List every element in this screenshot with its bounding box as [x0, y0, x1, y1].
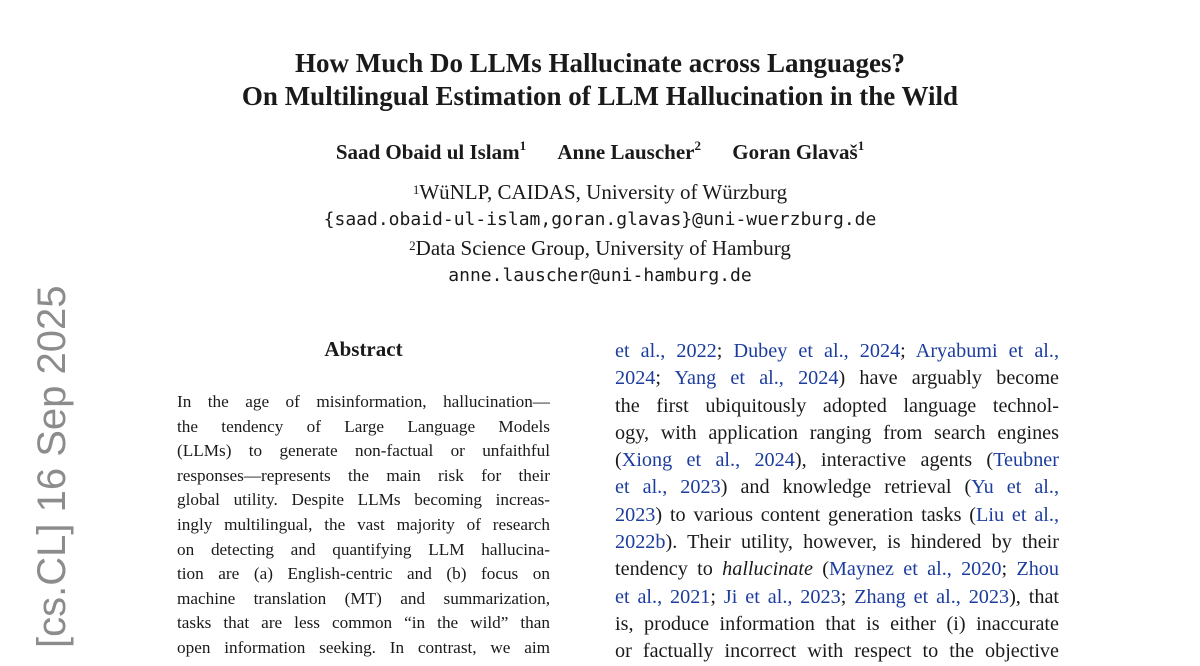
- abstract-line: tion are (a) English-centric and (b) focus on: [177, 564, 550, 584]
- citation-link[interactable]: et al., 2021: [615, 585, 711, 608]
- intro-line: the first ubiquitously adopted language technol-: [615, 394, 1059, 417]
- citation-link[interactable]: Xiong et al., 2024: [621, 449, 795, 472]
- intro-line: 2022b). Their utility, however, is hindered by their: [615, 531, 1059, 554]
- citation-link[interactable]: Maynez et al., 2020: [828, 558, 1002, 581]
- affiliation-2-email[interactable]: anne.lauscher@uni-hamburg.de: [448, 265, 752, 286]
- intro-line: et al., 2022; Dubey et al., 2024; Aryabumi et al.,: [615, 340, 1059, 362]
- intro-line: 2024; Yang et al., 2024) have arguably become: [615, 367, 1059, 390]
- abstract-line: In the age of misinformation, hallucination—: [177, 392, 550, 411]
- intro-line: or factually incorrect with respect to the objective: [615, 640, 1059, 663]
- citation-link[interactable]: et al., 2022: [615, 340, 717, 362]
- paper-title: [150, 47, 1050, 113]
- citation-link[interactable]: Yang et al., 2024: [674, 367, 839, 390]
- affiliation-2: $^2$Data Science Group, University of Hamburg: [409, 236, 791, 260]
- intro-text-column: [615, 338, 1059, 666]
- abstract-body: [177, 390, 550, 661]
- affiliations: [150, 178, 1050, 290]
- intro-line: et al., 2023) and knowledge retrieval (Yu et al.,: [615, 476, 1059, 499]
- abstract-line: tasks that are less common “in the wild” than: [177, 613, 550, 633]
- author-1: Saad Obaid ul Islam$^1$: [335, 138, 527, 164]
- intro-line: 2023) to various content generation tasks (Liu et al.,: [615, 503, 1059, 526]
- author-list: [150, 140, 1050, 165]
- intro-line: is, produce information that is either (i) inaccurate: [615, 612, 1059, 635]
- abstract-heading: Abstract: [324, 337, 403, 361]
- citation-link[interactable]: Zhang et al., 2023: [854, 585, 1010, 608]
- intro-line: et al., 2021; Ji et al., 2023; Zhang et al., 2023), that: [615, 585, 1059, 608]
- intro-line: (Xiong et al., 2024), interactive agents (Teubner: [615, 449, 1059, 472]
- intro-line: tendency to hallucinate (Maynez et al., 2020; Zhou: [615, 558, 1059, 581]
- abstract-line: open information seeking. In contrast, we aim: [177, 637, 550, 657]
- affiliation-1-email[interactable]: {saad.obaid-ul-islam,goran.glavas}@uni-wuerzburg.de: [323, 209, 877, 230]
- citation-link[interactable]: Zhou: [1016, 558, 1059, 581]
- abstract-line: (LLMs) to generate non-factual or unfaithful: [177, 441, 550, 461]
- citation-link[interactable]: Ji et al., 2023: [723, 585, 841, 608]
- title-line-2: On Multilingual Estimation of LLM Hallucination in the Wild: [241, 81, 959, 111]
- abstract-line: global utility. Despite LLMs becoming increas-: [177, 490, 550, 510]
- abstract-line: on detecting and quantifying LLM hallucina-: [177, 539, 550, 559]
- author-3: Goran Glavaš$^1$: [732, 138, 865, 164]
- citation-link[interactable]: 2023: [615, 503, 656, 526]
- citation-link[interactable]: Liu et al.,: [976, 503, 1059, 526]
- citation-link[interactable]: Dubey et al., 2024: [733, 340, 901, 362]
- title-line-1: How Much Do LLMs Hallucinate across Languages?: [294, 48, 906, 78]
- arxiv-side-stamp: [cs.CL] 16 Sep 2025: [30, 285, 74, 648]
- affiliation-1: $^1$WüNLP, CAIDAS, University of Würzburg: [412, 180, 788, 204]
- abstract-line: ingly multilingual, the vast majority of research: [177, 514, 550, 534]
- citation-link[interactable]: 2024: [615, 367, 656, 390]
- abstract-line: responses—represents the main risk for their: [177, 465, 550, 485]
- author-2: Anne Lauscher$^2$: [557, 138, 701, 164]
- citation-link[interactable]: et al., 2023: [615, 476, 721, 499]
- citation-link[interactable]: 2022b: [615, 531, 666, 554]
- abstract-line: the tendency of Large Language Models: [177, 416, 550, 436]
- citation-link[interactable]: Yu et al.,: [971, 476, 1059, 499]
- citation-link[interactable]: Aryabumi et al.,: [915, 340, 1059, 362]
- abstract-line: machine translation (MT) and summarization,: [177, 588, 550, 608]
- citation-link[interactable]: Teubner: [993, 449, 1059, 472]
- intro-line: ogy, with application ranging from search engines: [615, 421, 1059, 444]
